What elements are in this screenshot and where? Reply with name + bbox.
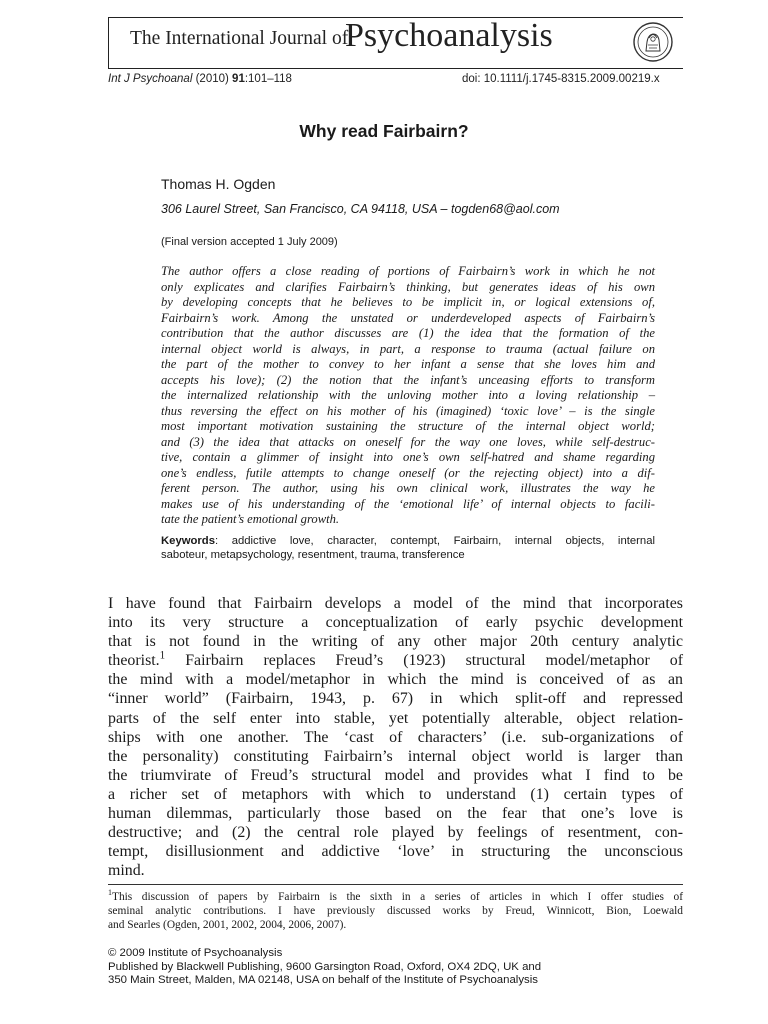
footnote-text-1: This discussion of papers by Fairbairn is the sixth in a series of articles in which I offer studies of bbox=[111, 891, 683, 903]
body-line: tempt, disillusionment and addictive ‘love’ in structuring the unconscious bbox=[108, 843, 683, 861]
footnote-divider bbox=[108, 884, 683, 885]
body-line bbox=[108, 651, 683, 670]
abstract-line: makes use of his understanding of the ‘emotional life’ of internal objects to facili- bbox=[161, 496, 655, 511]
publisher-line: Published by Blackwell Publishing, 9600 Garsington Road, Oxford, OX4 2DQ, UK and bbox=[108, 960, 542, 973]
citation-volume: 91 bbox=[232, 73, 245, 85]
body-line: destructive; and (2) the central role played by feelings of resentment, con- bbox=[108, 824, 683, 842]
body-line: a richer set of metaphors with which to understand (1) certain types of bbox=[108, 785, 683, 803]
abstract-line: thus reversing the effect on his mother of his (imagined) ‘toxic love’ – is the single bbox=[161, 403, 655, 418]
keywords-label: Keywords bbox=[161, 535, 215, 547]
body-line-rest: Fairbairn replaces Freud’s (1923) structural model/metaphor of bbox=[185, 652, 683, 670]
footnote-line: seminal analytic contributions. I have previously discussed works by Freud, Winnicott, Bion, Loewald bbox=[108, 905, 683, 917]
abstract-line: tive, contain a glimmer of insight into one’s own self-hatred and shame regarding bbox=[161, 450, 655, 464]
keywords-list-1: : addictive love, character, contempt, Fairbairn, internal objects, internal bbox=[215, 535, 655, 547]
author-address: 306 Laurel Street, San Francisco, CA 94118, USA – togden68@aol.com bbox=[161, 202, 560, 216]
abstract-line: most important motivation sustaining the structure of the internal object world; bbox=[161, 419, 655, 433]
footnote-line: and Searles (Ogden, 2001, 2002, 2004, 2006, 2007). bbox=[108, 919, 347, 931]
article-title: Why read Fairbairn? bbox=[299, 121, 469, 141]
body-line: human dilemmas, particularly those based on the fear that one’s love is bbox=[108, 805, 683, 823]
body-line: the mind with a model/metaphor in which the mind is conceived of as an bbox=[108, 671, 683, 689]
body-line: that is not found in the writing of any other major 20th century analytic bbox=[108, 633, 683, 651]
abstract-line: internal object world is always, in part, a response to trauma (actual failure on bbox=[161, 341, 655, 356]
abstract-line: ferent person. The author, using his own clinical work, illustrates the way he bbox=[161, 481, 655, 495]
citation-year: (2010) bbox=[195, 73, 229, 85]
body-line: ships with one another. The ‘cast of characters’ (i.e. sub-organizations of bbox=[108, 728, 683, 746]
abstract-line: contribution that the author discusses are (1) the idea that the formation of the bbox=[161, 326, 655, 340]
footnote-line bbox=[108, 890, 683, 904]
citation-pages: :101–118 bbox=[244, 73, 292, 85]
abstract-line: tate the patient’s emotional growth. bbox=[161, 512, 340, 526]
publisher-address-line: 350 Main Street, Malden, MA 02148, USA on behalf of the Institute of Psychoanalysis bbox=[108, 974, 538, 986]
abstract bbox=[161, 264, 655, 528]
copyright-block bbox=[108, 947, 541, 988]
journal-name-prefix: The International Journal of bbox=[130, 28, 349, 49]
body-line: parts of the self enter into stable, yet potentially alterable, object relation- bbox=[108, 709, 683, 727]
citation-line bbox=[108, 73, 292, 85]
copyright-line: © 2009 Institute of Psychoanalysis bbox=[108, 947, 283, 959]
abstract-line: and (3) the idea that attacks on oneself for the way one loves, while self-destruc- bbox=[161, 434, 655, 449]
keywords-list-2: saboteur, metapsychology, resentment, trauma, transference bbox=[161, 549, 465, 561]
body-line: the triumvirate of Freud’s structural model and provides what I find to be bbox=[108, 766, 683, 784]
footnote bbox=[108, 890, 683, 932]
body-line: “inner world” (Fairbairn, 1943, p. 67) in which split-off and repressed bbox=[108, 690, 683, 708]
abstract-line: only explicates and clarifies Fairbairn’s thinking, but generates ideas of his own bbox=[161, 279, 655, 294]
body-line: the personality) constituting Fairbairn’s internal object world is larger than bbox=[108, 747, 683, 765]
body-line-prefix: theorist. bbox=[108, 652, 160, 670]
footnote-ref[interactable]: 1 bbox=[159, 649, 166, 662]
journal-abbrev: Int J Psychoanal bbox=[108, 73, 193, 85]
abstract-line: accepts his love); (2) the notion that the infant’s unceasing efforts to transform bbox=[161, 372, 655, 387]
body-paragraph bbox=[108, 594, 683, 880]
abstract-line: one’s endless, futile attempts to change oneself (or the rejecting object) into a dif- bbox=[161, 465, 655, 480]
journal-name-main: Psychoanalysis bbox=[345, 17, 553, 54]
keywords-line bbox=[161, 534, 655, 548]
abstract-line: by developing concepts that he believes to be implicit in, or logical extensions of, bbox=[161, 295, 655, 309]
author-name: Thomas H. Ogden bbox=[161, 176, 276, 192]
abstract-line: The author offers a close reading of portions of Fairbairn’s work in which he not bbox=[161, 264, 655, 278]
abstract-line: Fairbairn’s work. Among the unstated or underdeveloped aspects of Fairbairn’s bbox=[161, 310, 655, 325]
body-line: mind. bbox=[108, 862, 145, 880]
abstract-line: the internalized relationship with the unloving mother into a loving relationship – bbox=[161, 388, 655, 402]
accepted-date: (Final version accepted 1 July 2009) bbox=[161, 236, 338, 248]
doi: doi: 10.1111/j.1745-8315.2009.00219.x bbox=[462, 73, 660, 85]
body-line: into its very structure a conceptualization of early psychic development bbox=[108, 614, 683, 632]
keywords bbox=[161, 534, 655, 562]
body-line: I have found that Fairbairn develops a model of the mind that incorporates bbox=[108, 595, 683, 612]
journal-seal-icon bbox=[633, 22, 673, 62]
abstract-line: the part of the mother to convey to her infant a sense that she loves him and bbox=[161, 357, 655, 371]
footnote-marker: 1 bbox=[108, 888, 112, 898]
